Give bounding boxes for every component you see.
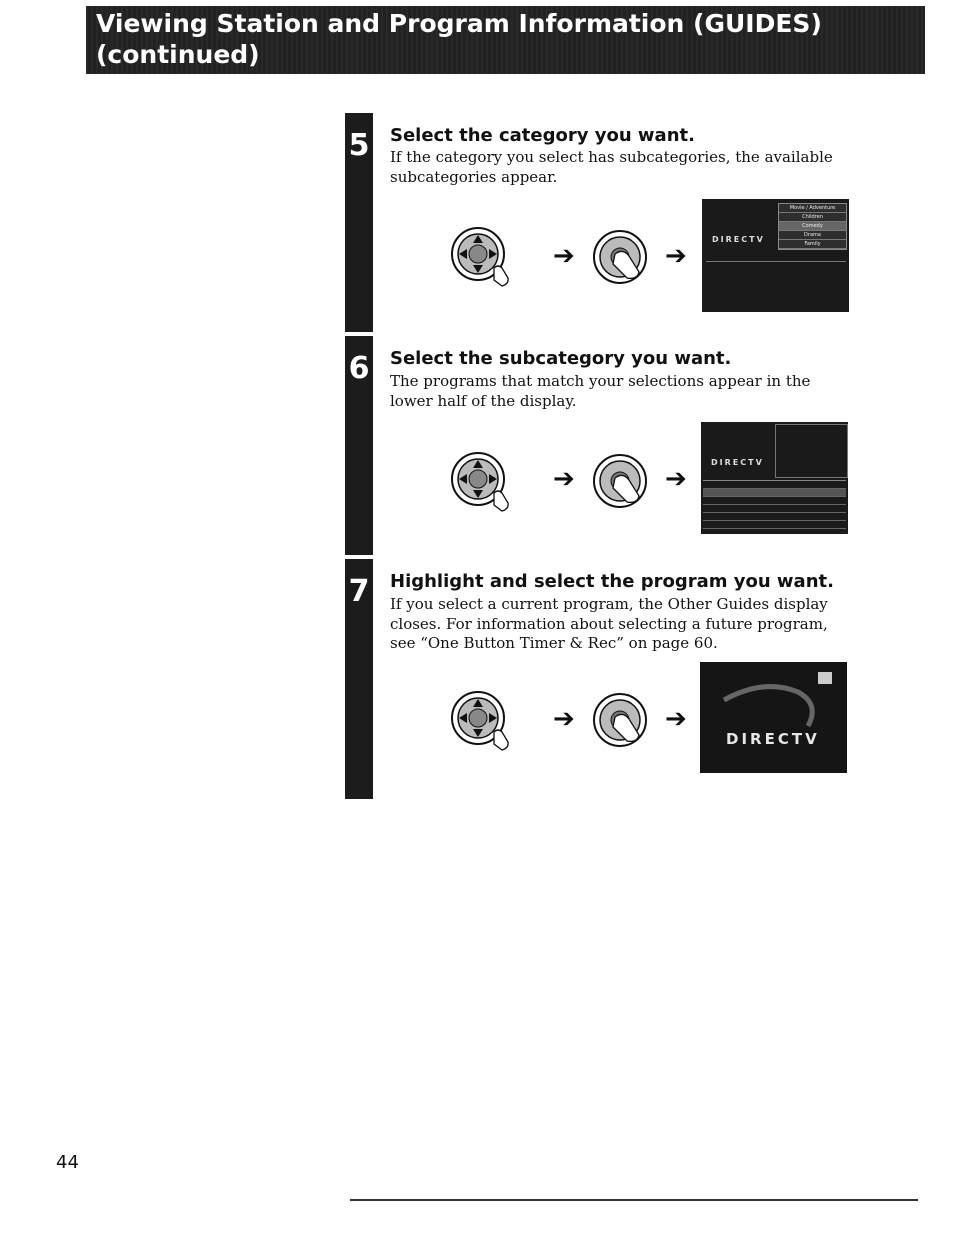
category-item: Comedy: [779, 222, 846, 231]
header-banner: [86, 6, 925, 74]
step-7-body: If you select a current program, the Other Guides display closes. For information about selecting a future program, see “One Button Timer & Rec” on page 60.: [390, 595, 828, 652]
flow-arrow: ➔: [553, 704, 575, 734]
step-5-body: If the category you select has subcategories, the available subcategories appear.: [390, 148, 833, 186]
step-7-bar: [345, 559, 373, 799]
step-6-number: 6: [348, 351, 370, 386]
joystick-press-icon: [589, 226, 651, 288]
step-6-bar: [345, 336, 373, 555]
directv-logo: DIRECTV: [726, 730, 820, 748]
category-menu: [778, 203, 847, 250]
subcategory-screen: [701, 422, 848, 534]
category-item: Movie / Adventure: [779, 204, 846, 213]
joystick-press-icon: [589, 450, 651, 512]
joystick-move-icon: [448, 449, 512, 513]
program-screen: [700, 662, 847, 773]
program-grid: [703, 480, 846, 529]
directv-swoosh-icon: [700, 662, 847, 773]
category-item: Children: [779, 213, 846, 222]
step-7-title: Highlight and select the program you want.: [390, 571, 834, 592]
page-number: 44: [56, 1152, 79, 1173]
page-title: [96, 8, 822, 70]
category-screen: [702, 199, 849, 312]
flow-arrow: ➔: [665, 241, 687, 271]
info-panel: [775, 424, 848, 478]
directv-logo: DIRECTV: [712, 235, 765, 244]
footer-rule: [350, 1199, 918, 1201]
page-title-line2: (continued): [96, 40, 260, 69]
flow-arrow: ➔: [665, 464, 687, 494]
step-6-body: The programs that match your selections appear in the lower half of the display.: [390, 372, 811, 410]
directv-logo: DIRECTV: [711, 458, 764, 467]
flow-arrow: ➔: [553, 241, 575, 271]
joystick-press-icon: [589, 689, 651, 751]
joystick-move-icon: [448, 224, 512, 288]
category-item: Family: [779, 240, 846, 249]
timeline-row: [706, 261, 846, 262]
step-5-bar: [345, 113, 373, 332]
page-title-line1: Viewing Station and Program Information (GUIDES): [96, 9, 822, 38]
step-7-number: 7: [348, 574, 370, 609]
category-item: Drama: [779, 231, 846, 240]
step-5-title: Select the category you want.: [390, 125, 695, 146]
step-6-title: Select the subcategory you want.: [390, 348, 732, 369]
flow-arrow: ➔: [665, 704, 687, 734]
joystick-move-icon: [448, 688, 512, 752]
flow-arrow: ➔: [553, 464, 575, 494]
step-5-number: 5: [348, 128, 370, 163]
